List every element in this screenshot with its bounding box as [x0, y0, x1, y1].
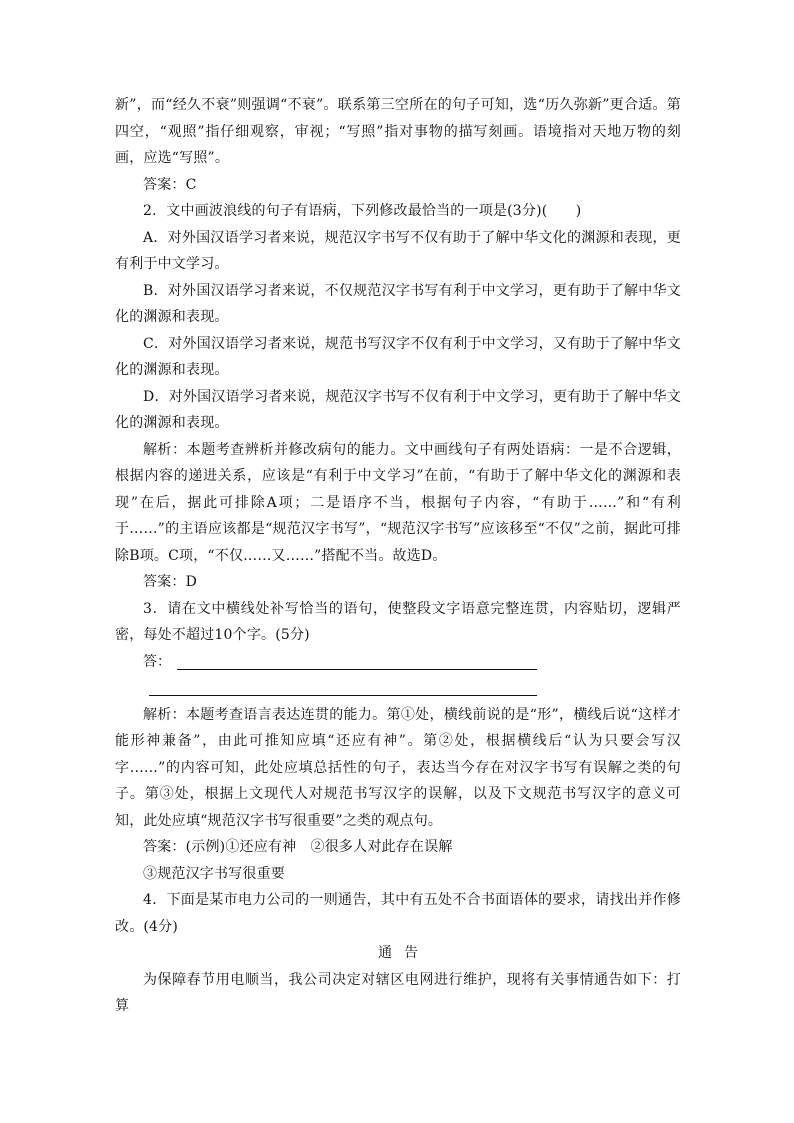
question-4: 4．下面是某市电力公司的一则通告，其中有五处不合书面语体的要求，请找出并作修改。(4分)	[115, 892, 681, 935]
answer-3-line-1: 答案：(示例)①还应有神 ②很多人对此存在误解	[143, 839, 453, 855]
option-a: A．对外国汉语学习者来说，规范汉字书写不仅有助于了解中华文化的渊源和表现，更有利于中文学习。	[115, 229, 681, 272]
option-b: B．对外国汉语学习者来说，不仅规范汉字书写有利于中文学习，更有助于了解中华文化的渊源和表现。	[115, 282, 681, 325]
document-body	[115, 92, 681, 1020]
answer-3-line-2: ③规范汉字书写很重要	[143, 865, 285, 882]
question-3-analysis: 解析：本题考查语言表达连贯的能力。第①处，横线前说的是“形”，横线后说“这样才能形神兼备”，由此可推知应填“还应有神”。第②处，根据横线后“认为只要会写汉字……”的内容可知，此处应填总括性的句子，表达当今存在对汉字书写有误解之类的句子。第③处，根据上文现代人对规范书写汉字的误解，以及下文规范书写汉字的意义可知，此处应填“规范汉字书写很重要”之类的观点句。	[115, 706, 681, 829]
option-c: C．对外国汉语学习者来说，规范书写汉字不仅有利于中文学习，又有助于了解中华文化的渊源和表现。	[115, 335, 681, 378]
blank-underline	[177, 669, 537, 670]
notice-title: 通告	[378, 945, 430, 961]
option-d: D．对外国汉语学习者来说，规范汉字书写不仅有利于中文学习，更有助于了解中华文化的渊源和表现。	[115, 388, 681, 431]
answer-label: 答：	[143, 653, 171, 670]
question-3: 3．请在文中横线处补写恰当的语句，使整段文字语意完整连贯，内容贴切，逻辑严密，每处不超过10个字。(5分)	[115, 600, 681, 643]
answer-blank-line-2	[115, 675, 681, 702]
notice-body: 为保障春节用电顺当，我公司决定对辖区电网进行维护，现将有关事情通告如下：打算	[115, 971, 681, 1014]
answer-blank-line-1	[115, 649, 681, 676]
question-2-analysis: 解析：本题考查辨析并修改病句的能力。文中画线句子有两处语病：一是不合逻辑，根据内容的递进关系，应该是“有利于中文学习”在前，“有助于了解中华文化的渊源和表现”在后，据此可排除A项；二是语序不当，根据句子内容，“有助于……”和“有利于……”的主语应该都是“规范汉字书写”，“规范汉字书写”应该移至“不仅”之前，据此可排除B项。C项，“不仅……又……”搭配不当。故选D。	[115, 441, 681, 564]
blank-underline	[149, 695, 537, 696]
answer-1: 答案：C	[143, 176, 197, 193]
analysis-continuation: 新”，而“经久不衰”则强调“不衰”。联系第三空所在的句子可知，选“历久弥新”更合适。第四空，“观照”指仔细观察，审视；“写照”指对事物的描写刻画。语境指对天地万物的刻画，应选“写照”。	[115, 97, 681, 166]
answer-2: 答案：D	[143, 574, 198, 590]
question-2: 2．文中画波浪线的句子有语病，下列修改最恰当的一项是(3分)( )	[143, 203, 582, 219]
